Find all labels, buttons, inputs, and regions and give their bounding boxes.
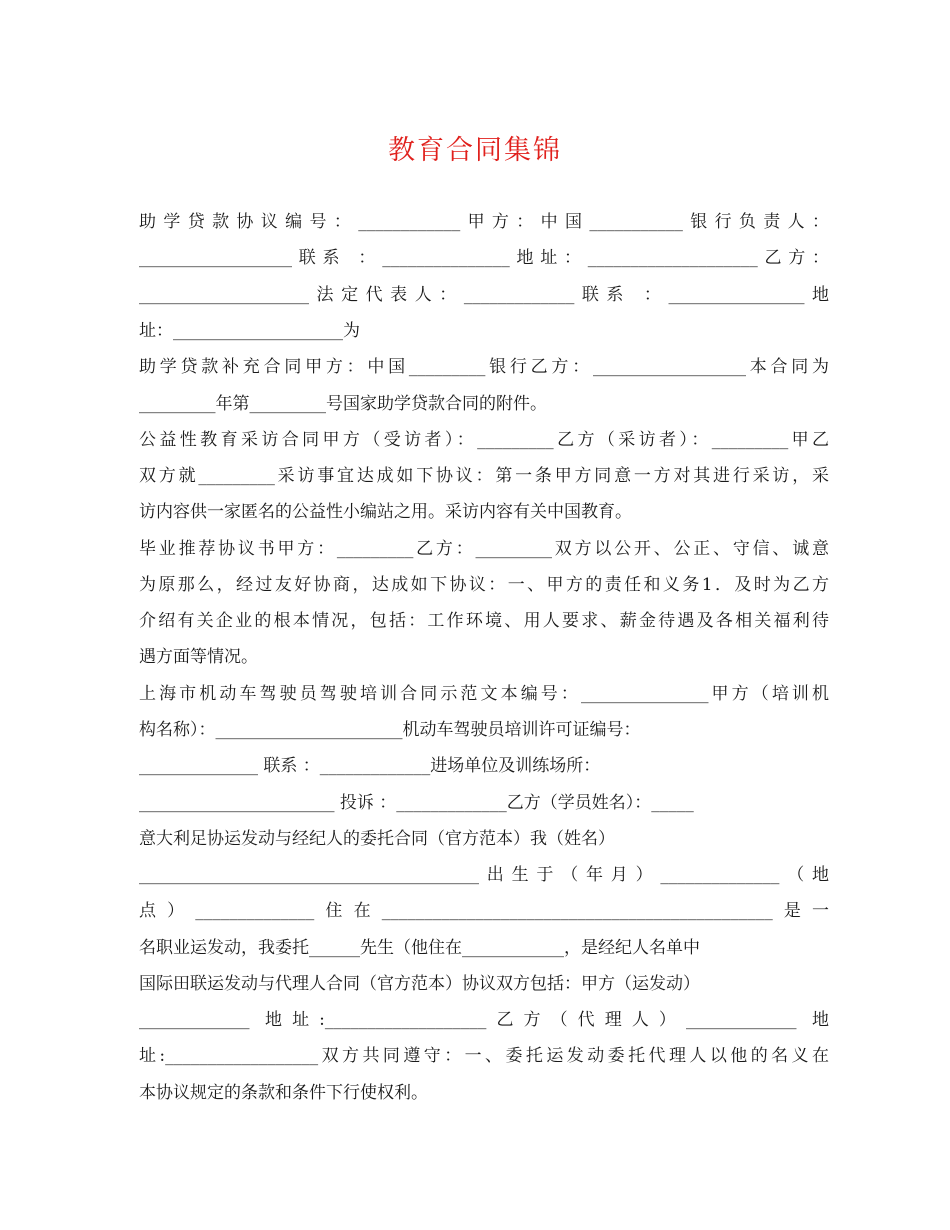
text-line: __________________联系 ：_______________地址：____________________乙方： [139,248,829,268]
text-line: ______________ 联系 ：_____________进场单位及训练场所： [139,756,601,776]
text-line: 为原那么，经过友好协商，达成如下协议：一、甲方的责任和义务1．及时为乙方 [139,575,829,595]
text-line: 遇方面等情况。 [139,647,258,667]
text-line: 上海市机动车驾驶员驾驶培训合同示范文本编号：_______________甲方（培训机 [139,684,829,704]
text-line: 国际田联运发动与代理人合同（官方范本）协议双方包括：甲方（运发动） [139,974,700,994]
text-line: 助学贷款补充合同甲方：中国_________银行乙方：__________________本合同为 [139,357,829,377]
text-line: ____________________法定代表人：_____________联系 ：________________地 [139,285,829,305]
text-line: 助学贷款协议编号：____________甲方：中国___________银行负责人： [139,212,829,232]
text-line: 构名称）：______________________机动车驾驶员培训许可证编号： [139,720,641,740]
text-line: ________________________________________出生于（年月）______________（地 [139,865,829,885]
text-line: 址：____________________为 [139,321,360,341]
text-line: 点）______________住在______________________________________________是一 [139,901,829,921]
text-line: 本协议规定的条款和条件下行使权利。 [139,1083,428,1103]
text-line: _________年第_________号国家助学贷款合同的附件。 [139,394,547,414]
text-line: 毕业推荐协议书甲方：_________乙方：_________双方以公开、公正、守信、诚意 [139,539,829,559]
text-line: 双方就_________采访事宜达成如下协议：第一条甲方同意一方对其进行采访，采 [139,466,829,486]
text-line: 访内容供一家匿名的公益性小编站之用。采访内容有关中国教育。 [139,502,632,522]
document-title: 教育合同集锦 [388,135,562,166]
text-line: 址:__________________双方共同遵守：一、委托运发动委托代理人以他的名义在 [139,1046,829,1066]
text-line: _______________________ 投诉 ：_____________乙方（学员姓名）：_____ [139,793,694,813]
text-line: 介绍有关企业的根本情况，包括：工作环境、用人要求、薪金待遇及各相关福利待 [139,611,829,631]
text-line: _____________ 地址:___________________乙方（代理人）_____________ 地 [139,1010,829,1030]
text-line: 公益性教育采访合同甲方（受访者）：_________乙方（采访者）：_________甲乙 [139,430,829,450]
text-line: 名职业运发动，我委托______先生（他住在____________，是经纪人名单中 [139,938,700,958]
text-line: 意大利足协运发动与经纪人的委托合同（官方范本）我（姓名） [139,829,615,849]
